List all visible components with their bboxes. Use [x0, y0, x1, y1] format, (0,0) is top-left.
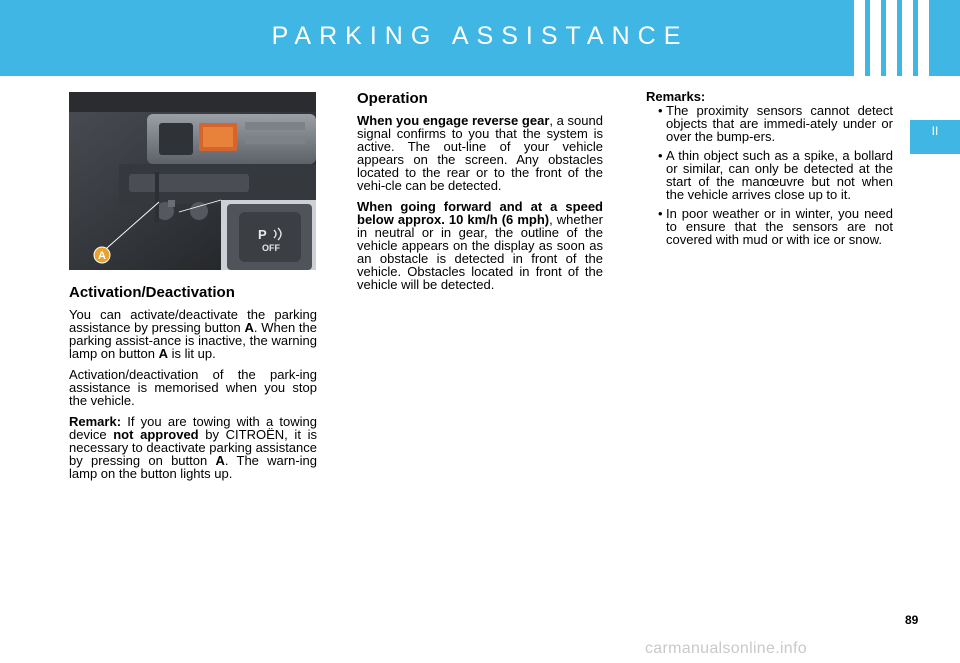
callout-letter: A [98, 250, 106, 262]
towing-remark-paragraph: Remark: If you are towing with a towing device not approved by CITROËN, it is necessary to deactivate parking assistance by pressing on button A. The warn-ing lamp on the button lights up. [69, 414, 318, 481]
remarks-list [646, 104, 893, 246]
list-item: • The proximity sensors cannot detect objects that are immedi-ately under or over the bump-ers. [658, 103, 893, 144]
operation-section [357, 90, 603, 299]
parking-p-symbol: P [258, 227, 267, 242]
operation-heading: Operation [357, 90, 428, 107]
forward-paragraph: When going forward and at a speed below approx. 10 km/h (6 mph), whether in neutral or in gear, the outline of the vehicle appears on the display as soon as an obstacle is detected in front of the vehicle. Obstacles located in front of the vehicle will be detected. [357, 199, 603, 292]
remarks-title: Remarks: [646, 89, 706, 104]
page-header [0, 0, 960, 76]
dashboard-photo [69, 92, 316, 270]
list-item: • A thin object such as a spike, a bollard or similar, can only be detected at the start of the manœuvre but not when the vehicle arrives close up to it. [658, 148, 893, 202]
watermark: carmanualsonline.info [645, 640, 807, 657]
dashboard-illustration [69, 92, 316, 270]
remarks-section [646, 90, 893, 252]
chapter-tab: II [910, 120, 960, 154]
page-title: PARKING ASSISTANCE [271, 22, 689, 50]
memorised-paragraph: Activation/deactivation of the park-ing assistance is memorised when you stop the vehicle. [69, 367, 317, 408]
activation-section [69, 284, 317, 488]
list-item: • In poor weather or in winter, you need to ensure that the sensors are not covered with mud or with ice or snow. [658, 206, 893, 247]
activation-paragraph: You can activate/deactivate the parking assistance by pressing button A. When the parking assist-ance is inactive, the warning lamp on button A is lit up. [69, 307, 317, 361]
page-number: 89 [905, 613, 919, 627]
off-label: OFF [262, 243, 280, 253]
reverse-gear-paragraph: When you engage reverse gear, a sound signal confirms to you that the system is active. The out-line of your vehicle appears on the screen. Any obstacles located to the rear or to the front of the vehi-cle can be detected. [357, 113, 603, 193]
activation-heading: Activation/Deactivation [69, 284, 235, 301]
